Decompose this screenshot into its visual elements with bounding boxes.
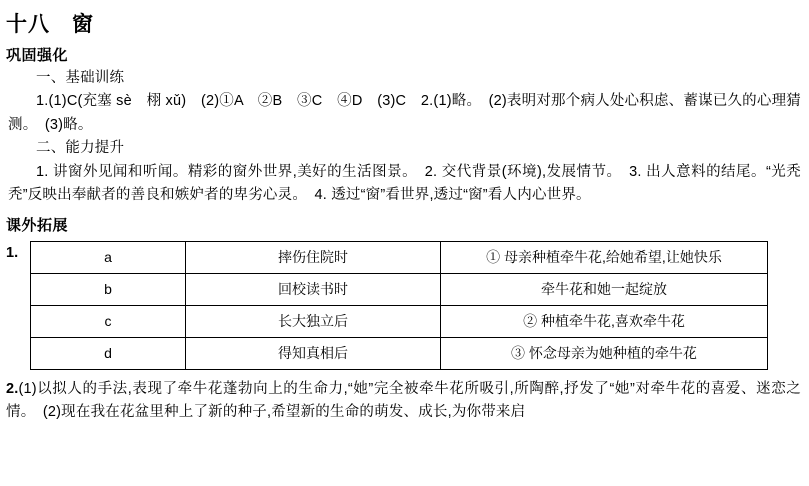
extension-tail-text: (1)以拟人的手法,表现了牵牛花蓬勃向上的生命力,“她”完全被牵牛花所吸引,所陶醉,抒发了“她”对牵牛花的喜爱、迷恋之情。 (2)现在我在花盆里种上了新的种子,希望新的生命的萌发、成长,为你带来启 (6, 380, 801, 421)
row-event: ① 母亲种植牵牛花,给她希望,让她快乐 (441, 241, 768, 273)
extension-item-number: 1. (6, 244, 19, 261)
row-time: 回校读书时 (186, 273, 441, 305)
row-label: b (31, 273, 186, 305)
row-label: c (31, 305, 186, 337)
row-label: a (31, 241, 186, 273)
plot-summary-table (30, 241, 768, 370)
row-time: 摔伤住院时 (186, 241, 441, 273)
answers-basic-training: 1.(1)C(充塞 sè 栩 xǔ) (2)①A ②B ③C ④D (3)C 2.(1)略。 (2)表明对那个病人处心积虑、蓄谋已久的心理猜测。 (3)略。 (8, 93, 801, 133)
section-heading-extension: 课外拓展 (6, 216, 69, 234)
row-time: 长大独立后 (186, 305, 441, 337)
row-label: d (31, 337, 186, 369)
page-title (0, 0, 809, 38)
table-row (31, 305, 768, 337)
chapter-title: 窗 (72, 13, 94, 36)
subsection-heading-basic: 一、基础训练 (36, 70, 125, 86)
table-row (31, 337, 768, 369)
extension-tail-number: 2. (6, 380, 19, 397)
table-row (31, 273, 768, 305)
extension-tail-answer (0, 370, 809, 425)
answers-ability-improvement: 1. 讲窗外见闻和听闻。精彩的窗外世界,美好的生活图景。 2. 交代背景(环境),发展情节。 3. 出人意料的结尾。“光秃秃”反映出奉献者的善良和嫉妒者的卑劣心灵。 4. 透过“窗”看世界,透过“窗”看人内心世界。 (8, 163, 801, 204)
row-time: 得知真相后 (186, 337, 441, 369)
table-row (31, 241, 768, 273)
row-event: ③ 怀念母亲为她种植的牵牛花 (441, 337, 768, 369)
section-heading-consolidation: 巩固强化 (6, 47, 69, 64)
extension-table-block (0, 237, 809, 370)
chapter-number: 十八 (6, 13, 50, 36)
subsection-heading-ability: 二、能力提升 (36, 140, 125, 157)
row-event: 牵牛花和她一起绽放 (441, 273, 768, 305)
row-event: ② 种植牵牛花,喜欢牵牛花 (441, 305, 768, 337)
